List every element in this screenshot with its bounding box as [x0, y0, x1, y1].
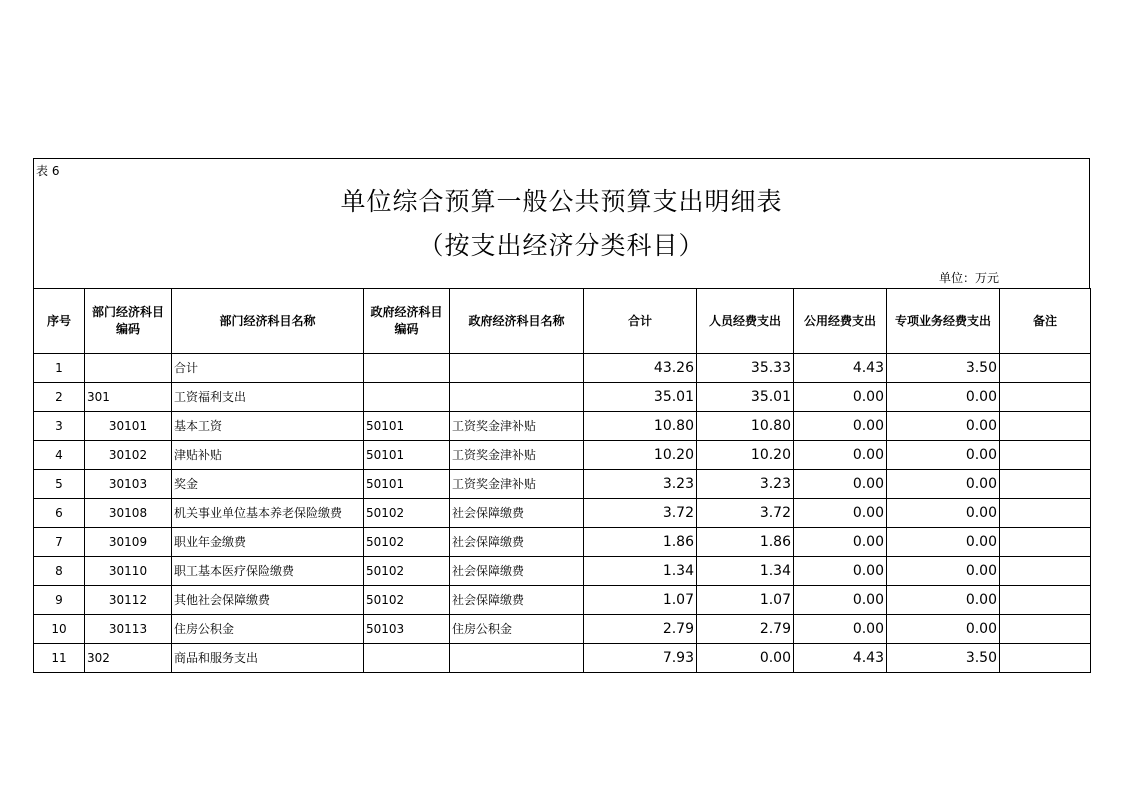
cell-dept-name: 住房公积金	[172, 615, 364, 644]
table-row	[34, 528, 1091, 557]
cell-gov-code: 50102	[364, 557, 450, 586]
cell-personnel: 1.07	[697, 586, 794, 615]
cell-special: 0.00	[887, 615, 1000, 644]
cell-dept-code: 302	[85, 644, 172, 673]
cell-public: 0.00	[794, 441, 887, 470]
cell-note	[1000, 383, 1091, 412]
col-header-dept-code: 部门经济科目编码	[85, 289, 172, 354]
cell-special: 0.00	[887, 499, 1000, 528]
cell-gov-name: 社会保障缴费	[450, 528, 584, 557]
cell-gov-name	[450, 383, 584, 412]
cell-gov-name: 社会保障缴费	[450, 499, 584, 528]
cell-dept-name: 机关事业单位基本养老保险缴费	[172, 499, 364, 528]
cell-dept-code: 30103	[85, 470, 172, 499]
cell-gov-code: 50101	[364, 441, 450, 470]
cell-total: 1.34	[584, 557, 697, 586]
cell-total: 3.72	[584, 499, 697, 528]
cell-gov-name	[450, 354, 584, 383]
cell-special: 0.00	[887, 412, 1000, 441]
cell-special: 0.00	[887, 441, 1000, 470]
cell-gov-code	[364, 383, 450, 412]
cell-dept-code	[85, 354, 172, 383]
cell-note	[1000, 586, 1091, 615]
cell-no: 6	[34, 499, 85, 528]
cell-dept-code: 30101	[85, 412, 172, 441]
cell-total: 35.01	[584, 383, 697, 412]
cell-dept-name: 奖金	[172, 470, 364, 499]
table-header-row	[34, 289, 1091, 354]
cell-gov-code	[364, 354, 450, 383]
cell-special: 0.00	[887, 528, 1000, 557]
table-row	[34, 383, 1091, 412]
table-row	[34, 557, 1091, 586]
cell-personnel: 1.86	[697, 528, 794, 557]
col-header-note: 备注	[1000, 289, 1091, 354]
cell-special: 0.00	[887, 586, 1000, 615]
cell-note	[1000, 644, 1091, 673]
col-header-gov-name: 政府经济科目名称	[450, 289, 584, 354]
cell-public: 4.43	[794, 644, 887, 673]
cell-public: 0.00	[794, 470, 887, 499]
cell-dept-name: 合计	[172, 354, 364, 383]
table-row	[34, 586, 1091, 615]
cell-special: 3.50	[887, 354, 1000, 383]
cell-dept-name: 其他社会保障缴费	[172, 586, 364, 615]
cell-dept-name: 商品和服务支出	[172, 644, 364, 673]
cell-no: 5	[34, 470, 85, 499]
cell-public: 0.00	[794, 528, 887, 557]
cell-no: 2	[34, 383, 85, 412]
cell-gov-code: 50101	[364, 412, 450, 441]
cell-total: 10.20	[584, 441, 697, 470]
report-subtitle: （按支出经济分类科目）	[418, 231, 705, 260]
cell-gov-name: 工资奖金津补贴	[450, 470, 584, 499]
cell-public: 0.00	[794, 383, 887, 412]
cell-no: 1	[34, 354, 85, 383]
cell-no: 10	[34, 615, 85, 644]
cell-special: 3.50	[887, 644, 1000, 673]
col-header-no: 序号	[34, 289, 85, 354]
cell-total: 2.79	[584, 615, 697, 644]
cell-public: 0.00	[794, 412, 887, 441]
cell-dept-code: 30113	[85, 615, 172, 644]
cell-dept-code: 30112	[85, 586, 172, 615]
cell-gov-code	[364, 644, 450, 673]
cell-personnel: 1.34	[697, 557, 794, 586]
cell-note	[1000, 412, 1091, 441]
cell-personnel: 10.80	[697, 412, 794, 441]
cell-public: 0.00	[794, 499, 887, 528]
cell-no: 4	[34, 441, 85, 470]
cell-dept-name: 津贴补贴	[172, 441, 364, 470]
table-row	[34, 412, 1091, 441]
cell-special: 0.00	[887, 557, 1000, 586]
col-header-total: 合计	[584, 289, 697, 354]
cell-dept-name: 职工基本医疗保险缴费	[172, 557, 364, 586]
table-row	[34, 499, 1091, 528]
table-row	[34, 470, 1091, 499]
cell-gov-code: 50102	[364, 499, 450, 528]
cell-dept-name: 工资福利支出	[172, 383, 364, 412]
col-header-special: 专项业务经费支出	[887, 289, 1000, 354]
cell-dept-code: 30108	[85, 499, 172, 528]
cell-gov-name: 社会保障缴费	[450, 557, 584, 586]
cell-gov-code: 50103	[364, 615, 450, 644]
cell-personnel: 2.79	[697, 615, 794, 644]
cell-gov-name: 工资奖金津补贴	[450, 412, 584, 441]
cell-public: 0.00	[794, 586, 887, 615]
cell-public: 0.00	[794, 557, 887, 586]
cell-total: 1.86	[584, 528, 697, 557]
cell-personnel: 10.20	[697, 441, 794, 470]
cell-special: 0.00	[887, 470, 1000, 499]
unit-label: 单位：万元	[939, 271, 1000, 285]
cell-personnel: 0.00	[697, 644, 794, 673]
table-row	[34, 615, 1091, 644]
budget-table	[33, 288, 1091, 673]
cell-no: 11	[34, 644, 85, 673]
cell-no: 9	[34, 586, 85, 615]
cell-total: 1.07	[584, 586, 697, 615]
cell-public: 0.00	[794, 615, 887, 644]
col-header-personnel: 人员经费支出	[697, 289, 794, 354]
cell-total: 10.80	[584, 412, 697, 441]
cell-note	[1000, 528, 1091, 557]
cell-special: 0.00	[887, 383, 1000, 412]
cell-no: 8	[34, 557, 85, 586]
cell-gov-code: 50101	[364, 470, 450, 499]
cell-gov-code: 50102	[364, 586, 450, 615]
cell-note	[1000, 441, 1091, 470]
cell-dept-name: 基本工资	[172, 412, 364, 441]
cell-note	[1000, 470, 1091, 499]
cell-gov-name	[450, 644, 584, 673]
cell-gov-code: 50102	[364, 528, 450, 557]
cell-personnel: 3.72	[697, 499, 794, 528]
cell-dept-code: 30109	[85, 528, 172, 557]
table-row	[34, 441, 1091, 470]
cell-total: 3.23	[584, 470, 697, 499]
report-title: 单位综合预算一般公共预算支出明细表	[340, 187, 783, 216]
col-header-gov-code: 政府经济科目编码	[364, 289, 450, 354]
report-header	[33, 158, 1090, 288]
table-row	[34, 644, 1091, 673]
cell-public: 4.43	[794, 354, 887, 383]
cell-gov-name: 住房公积金	[450, 615, 584, 644]
table-body	[34, 354, 1091, 673]
cell-dept-name: 职业年金缴费	[172, 528, 364, 557]
cell-personnel: 35.33	[697, 354, 794, 383]
cell-no: 3	[34, 412, 85, 441]
cell-note	[1000, 354, 1091, 383]
cell-personnel: 35.01	[697, 383, 794, 412]
cell-gov-name: 工资奖金津补贴	[450, 441, 584, 470]
cell-note	[1000, 557, 1091, 586]
cell-note	[1000, 499, 1091, 528]
col-header-public: 公用经费支出	[794, 289, 887, 354]
col-header-dept-name: 部门经济科目名称	[172, 289, 364, 354]
cell-gov-name: 社会保障缴费	[450, 586, 584, 615]
cell-dept-code: 30102	[85, 441, 172, 470]
cell-note	[1000, 615, 1091, 644]
cell-no: 7	[34, 528, 85, 557]
cell-personnel: 3.23	[697, 470, 794, 499]
cell-total: 7.93	[584, 644, 697, 673]
cell-dept-code: 30110	[85, 557, 172, 586]
cell-total: 43.26	[584, 354, 697, 383]
table-row	[34, 354, 1091, 383]
cell-dept-code: 301	[85, 383, 172, 412]
table-number: 表 6	[36, 164, 60, 178]
